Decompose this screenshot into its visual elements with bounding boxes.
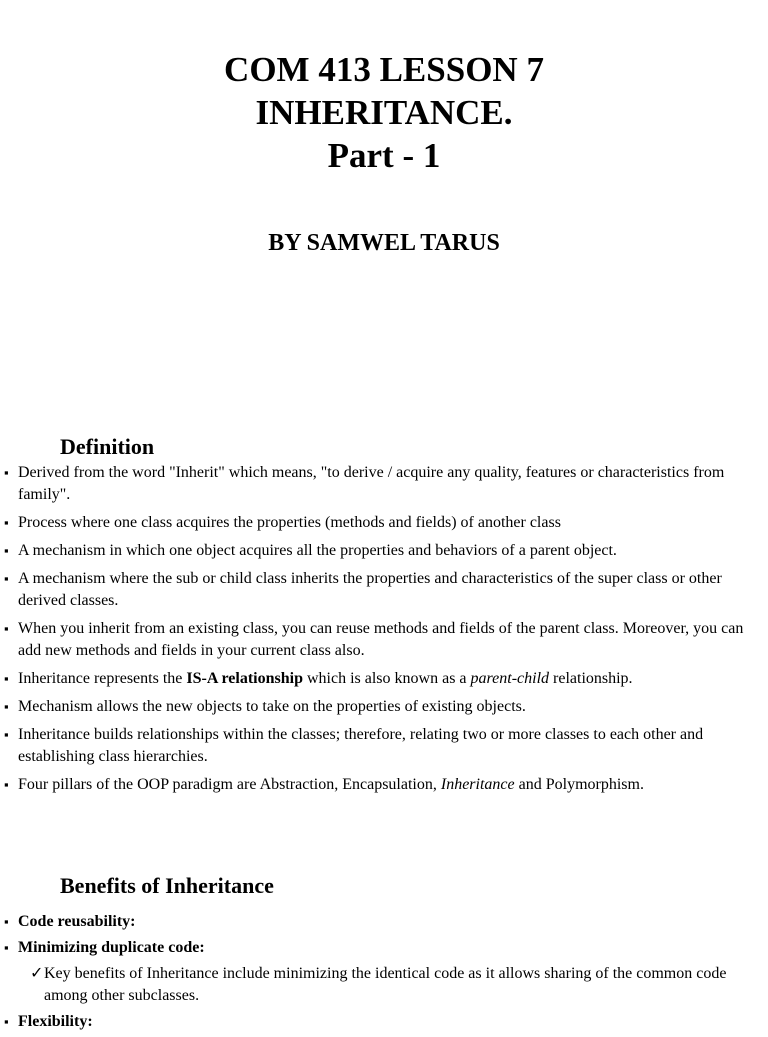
title-line-1: COM 413 LESSON 7	[224, 50, 544, 89]
benefit-item-2: ▪ Minimizing duplicate code:	[0, 937, 768, 959]
definition-item-9-post: and Polymorphism.	[514, 776, 644, 793]
definition-item-9-pre: Four pillars of the OOP paradigm are Abstraction, Encapsulation,	[18, 776, 441, 793]
definition-item-7: ▪ Mechanism allows the new objects to take on the properties of existing objects.	[0, 696, 768, 718]
definition-item-2: ▪ Process where one class acquires the properties (methods and fields) of another class	[0, 512, 768, 534]
definition-item-6-mid: which is also known as a	[302, 670, 471, 687]
definition-item-4: ▪ A mechanism where the sub or child class inherits the properties and characteristics of the super class or other derived classes.	[0, 568, 768, 612]
author-line: BY SAMWEL TARUS	[268, 230, 500, 256]
definition-item-6-post: relationship.	[549, 670, 633, 687]
definition-item-3: ▪ A mechanism in which one object acquires all the properties and behaviors of a parent object.	[0, 540, 768, 562]
is-a-relationship-term: IS-A relationship	[186, 670, 303, 687]
definition-heading: Definition	[60, 434, 155, 459]
title-line-2: INHERITANCE.	[255, 93, 513, 132]
benefits-list	[0, 911, 768, 1037]
definition-list	[0, 462, 768, 802]
benefit-sub-item-1-text: Key benefits of Inheritance include minimizing the identical code as it allows sharing of the common code among other subclasses.	[44, 965, 727, 1004]
definition-item-9	[0, 774, 768, 796]
definition-item-5: ▪ When you inherit from an existing class, you can reuse methods and fields of the parent class. Moreover, you can add new methods and fields in your current class also.	[0, 618, 768, 662]
parent-child-term: parent-child	[470, 670, 550, 687]
definition-item-6	[0, 668, 768, 690]
check-icon: ✓	[30, 965, 44, 982]
benefits-heading: Benefits of Inheritance	[60, 873, 274, 898]
definition-item-6-pre: Inheritance represents the	[18, 670, 187, 687]
definition-item-8: ▪ Inheritance builds relationships within the classes; therefore, relating two or more classes to each other and establishing class hierarchies.	[0, 724, 768, 768]
benefit-item-3: ▪ Flexibility:	[0, 1011, 768, 1033]
inheritance-term: Inheritance	[440, 776, 515, 793]
definition-item-1: ▪ Derived from the word "Inherit" which means, "to derive / acquire any quality, features or characteristics from family".	[0, 462, 768, 506]
title-block	[0, 48, 768, 177]
benefit-item-1: ▪ Code reusability:	[0, 911, 768, 933]
benefit-sub-item-1	[0, 963, 768, 1007]
title-line-3: Part - 1	[327, 136, 441, 175]
